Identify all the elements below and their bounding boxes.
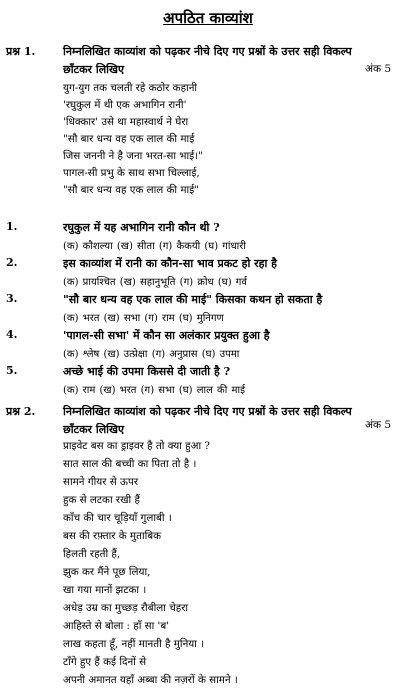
question-text: अच्छे भाई की उपमा किससे दी जाती है ? bbox=[63, 365, 231, 378]
section1-label: प्रश्न 1. bbox=[6, 45, 36, 58]
poem2-line: टाँगे हुए हैं कई दिनों से bbox=[63, 656, 147, 668]
poem2-line: बस की रफ़्तार के मुताबिक bbox=[63, 530, 162, 542]
question-number: 3. bbox=[6, 292, 18, 305]
poem2-line: अधेड़ उम्र का मुच्छड़ रौबीला चेहरा bbox=[63, 602, 189, 614]
section2-instruction-line2: छाँटकर लिखिए bbox=[63, 423, 125, 436]
poem1-line: पागल-सी प्रभु के साथ सभा चिल्लाई, bbox=[63, 167, 200, 179]
question-options: (क) श्लेष (ख) उत्प्रेक्षा (ग) अनुप्रास (घ) उपमा bbox=[63, 349, 240, 360]
section1-marks: अंक 5 bbox=[365, 63, 392, 75]
question-text: इस काव्यांश में रानी का कौन-सा भाव प्रकट हो रहा है bbox=[63, 257, 277, 270]
poem2-line: लाख कहता हूँ, नहीं मानती है मुनिया । bbox=[63, 638, 205, 650]
poem1-line: जिस जननी ने है जना भरत-सा भाई।" bbox=[63, 150, 203, 162]
poem2-line: प्राइवेट बस का ड्राइवर है तो क्या हुआ ? bbox=[63, 440, 210, 452]
section1-instruction-line1: निम्नलिखित काव्यांश को पढ़कर नीचे दिए गए प्रश्नों के उत्तर सही विकल्प bbox=[63, 45, 352, 58]
poem2-line: अपनी अमानत यहाँ अब्बा की नज़रों के सामने । bbox=[63, 674, 238, 686]
question-text: 'पागल-सी सभा' में कौन सा अलंकार प्रयुक्त हुआ है bbox=[63, 329, 270, 342]
poem2-line: खा गया मानों झटका । bbox=[63, 584, 147, 596]
question-number: 4. bbox=[6, 328, 18, 341]
poem2-line: हुक से लटका रखी हैं bbox=[63, 494, 140, 506]
question-text: रघुकुल में यह अभागिन रानी कौन थी ? bbox=[63, 221, 220, 234]
poem1-line: "सौ बार धन्य वह एक लाल की माई bbox=[63, 133, 195, 145]
poem1-line: 'रघुकुल में थी एक अभागिन रानी' bbox=[63, 99, 187, 111]
poem2-line: आहिस्ते से बोला : हाँ सा 'ब' bbox=[63, 620, 170, 632]
section2-label: प्रश्न 2. bbox=[6, 405, 36, 418]
poem2-line: झुक कर मैंने पूछ लिया, bbox=[63, 566, 151, 578]
question-number: 5. bbox=[6, 364, 18, 377]
section2-instruction-line1: निम्नलिखित काव्यांश को पढ़कर नीचे दिए गए प्रश्नों के उत्तर सही विकल्प bbox=[63, 405, 352, 418]
poem2-line: काँच की चार चूड़ियाँ गुलाबी । bbox=[63, 512, 172, 524]
poem2-line: हिलती रहती हैं, bbox=[63, 548, 121, 560]
question-number: 2. bbox=[6, 256, 18, 269]
poem2-line: सामने गीयर से ऊपर bbox=[63, 476, 139, 488]
question-options: (क) कौशल्या (ख) सीता (ग) कैकयी (घ) गांधारी bbox=[63, 241, 246, 252]
poem1-line: "सौ बार धन्य वह एक लाल की माई" bbox=[63, 184, 199, 196]
question-number: 1. bbox=[6, 220, 18, 233]
poem1-line: युग-युग तक चलती रहे कठोर कहानी bbox=[63, 82, 198, 94]
section2-marks: अंक 5 bbox=[365, 419, 392, 431]
page-title: अपठित काव्यांश bbox=[163, 9, 253, 27]
section1-instruction-line2: छाँटकर लिखिए bbox=[63, 63, 125, 76]
poem2-line: सात साल की बच्ची का पिता तो है । bbox=[63, 458, 197, 470]
question-options: (क) प्रायश्चित (ख) सहानुभूति (ग) क्रोध (घ) गर्व bbox=[63, 277, 247, 288]
question-options: (क) राम (ख) भरत (ग) सभा (घ) लाल की माई bbox=[63, 385, 245, 396]
question-text: "सौ बार धन्य वह एक लाल की माई" किसका कथन हो सकता है bbox=[63, 293, 323, 306]
question-options: (क) भरत (ख) सभा (ग) राम (घ) मुनिगण bbox=[63, 313, 224, 324]
poem1-line: 'धिक्कार' उसे था महास्वार्थ ने घेरा bbox=[63, 116, 189, 128]
